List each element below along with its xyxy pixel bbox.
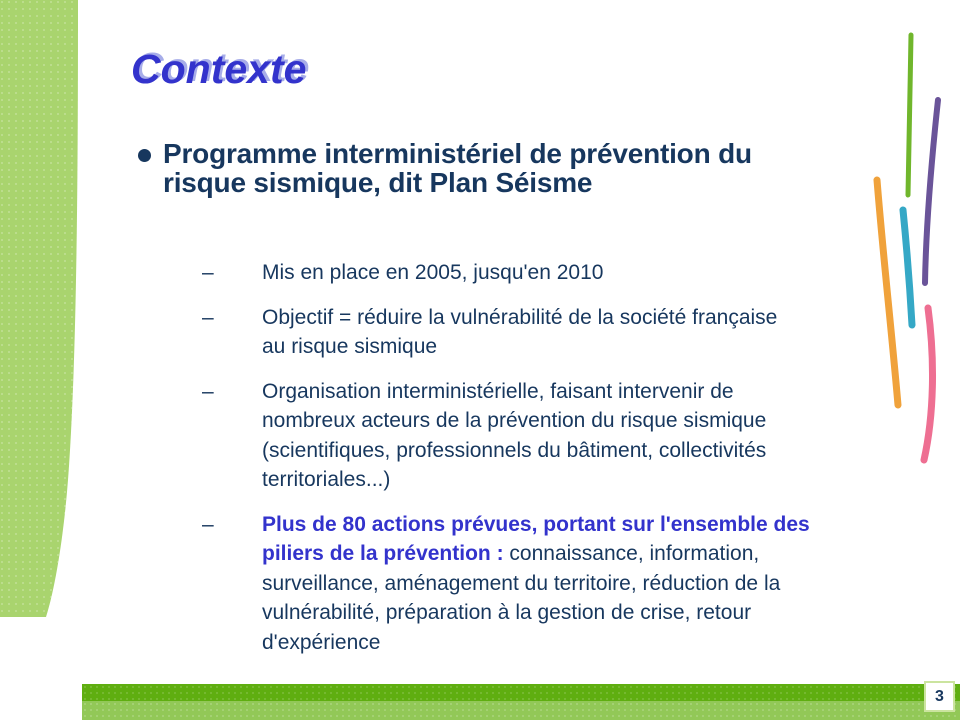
dash-bullet: – — [202, 305, 214, 329]
text-segment: (scientifiques, professionnels du bâtiment, collectivités — [262, 438, 767, 462]
bullet-dot-icon — [138, 149, 151, 162]
text-segment: Plus de 80 actions prévues, portant sur l'ensemble des — [262, 512, 810, 536]
dash-bullet: – — [202, 261, 214, 284]
page-number: 3 — [935, 687, 944, 705]
text-segment: Mis en place en 2005, jusqu'en 2010 — [262, 261, 604, 284]
footer-bar-dark — [82, 684, 960, 701]
left-accent-bar — [0, 0, 80, 618]
text-segment: territoriales...) — [262, 468, 391, 491]
text-segment: piliers de la prévention : — [262, 542, 510, 565]
decor-line-pink — [924, 308, 933, 460]
sub-bullet-text — [262, 510, 810, 658]
text-segment: d'expérience — [262, 630, 381, 654]
list-item — [202, 303, 892, 362]
text-segment: risque sismique, dit Plan Séisme — [163, 167, 593, 198]
list-item — [202, 510, 892, 658]
text-segment: au risque sismique — [262, 335, 438, 358]
list-item — [202, 258, 892, 288]
main-bullet — [137, 139, 853, 197]
footer-bar-light — [82, 701, 960, 720]
page-number-box — [924, 681, 955, 712]
text-segment: Organisation interministérielle, faisant intervenir de — [262, 379, 734, 403]
page-title: Contexte — [131, 46, 307, 92]
sub-bullet-list — [202, 258, 892, 672]
list-item — [202, 377, 892, 495]
text-segment: surveillance, aménagement du territoire, réduction de la — [262, 571, 781, 595]
dash-bullet: – — [202, 512, 214, 536]
decor-line-teal — [903, 210, 912, 325]
sub-bullet-text — [262, 377, 766, 495]
left-accent-texture — [0, 0, 78, 617]
decor-line-green — [908, 35, 911, 195]
text-segment: nombreux acteurs de la prévention du risque sismique — [262, 409, 767, 432]
text-segment: Objectif = réduire la vulnérabilité de la société française — [262, 305, 778, 329]
text-segment: connaissance, information, — [509, 542, 760, 565]
sub-bullet-text — [262, 258, 603, 288]
decorative-strokes — [860, 0, 960, 470]
sub-bullet-text — [262, 303, 777, 362]
dash-bullet: – — [202, 379, 214, 403]
text-segment: Programme interministériel de prévention du — [163, 138, 752, 169]
main-bullet-text — [163, 139, 853, 197]
text-segment: vulnérabilité, préparation à la gestion de crise, retour — [262, 601, 752, 624]
decor-line-orange — [877, 180, 898, 405]
decor-line-purple — [925, 100, 938, 283]
